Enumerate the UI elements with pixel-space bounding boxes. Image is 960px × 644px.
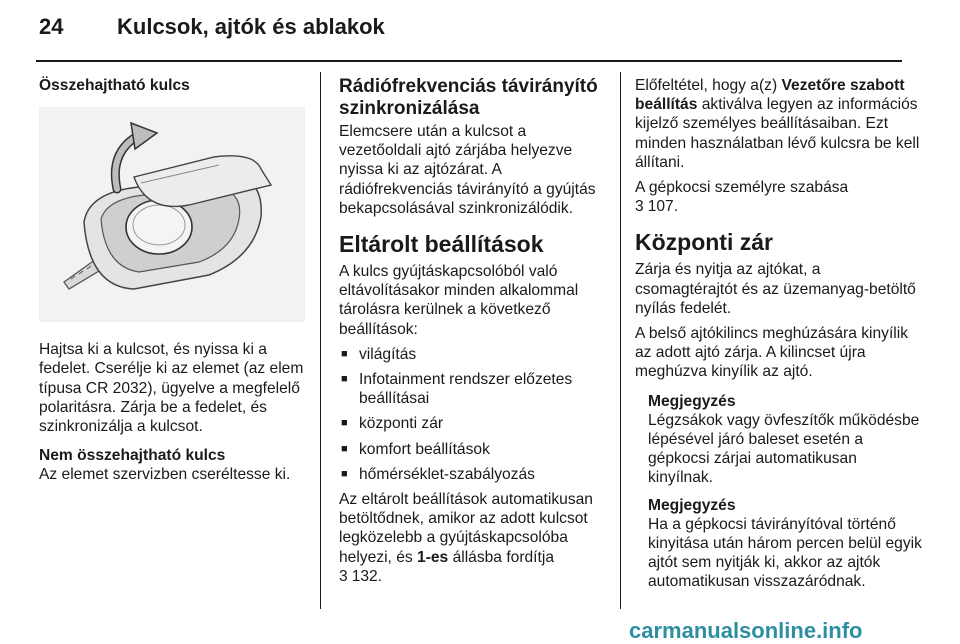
note-airbag — [648, 392, 925, 488]
bullet-icon: ■ — [341, 467, 348, 480]
section-title-non-folding-key: Nem összehajtható kulcs — [39, 447, 226, 465]
heading-rf-sync: Rádiófrekvenciás távirányító szinkronizálása — [339, 76, 598, 119]
list-item: ■ világítás — [341, 345, 417, 363]
chapter-title: Kulcsok, ajtók és ablakok — [117, 14, 385, 39]
prerequisite-text: Előfeltétel, hogy a(z) Vezetőre szabott beállítás aktiválva legyen az információs kijelző személyes beállításaiban. Ezt minden használatban lévő kulcsra be kell állítani. — [635, 77, 920, 171]
note-auto-relock — [648, 496, 925, 592]
heading-stored-settings: Eltárolt beállítások — [339, 231, 544, 258]
stored-settings-list — [339, 345, 611, 484]
bullet-icon: ■ — [341, 373, 348, 386]
bullet-icon: ■ — [341, 417, 348, 430]
door-handle-text: A belső ajtókilincs meghúzására kinyílik az adott ajtó zárja. A kilincset újra meghúzva kinyílik az ajtó. — [635, 325, 909, 381]
heading-central-locking: Központi zár — [635, 229, 773, 256]
folding-key-instructions: Hajtsa ki a kulcsot, és nyissa ki a fedelet. Cserélje ki az elemet (az elem típusa CR 2032), ügyelve a megfelelő polaritásra. Zárja be a fedelet, és szinkronizálja a kulcsot. — [39, 341, 304, 436]
section-title-folding-key: Összehajtható kulcs — [39, 77, 190, 94]
page-reference[interactable]: 3 132. — [339, 567, 383, 585]
folding-key-battery-icon — [39, 107, 305, 322]
rf-sync-text: Elemcsere után a kulcsot a vezetőoldali ajtó zárjába helyezve nyissa ki az ajtózárat. A rádiófrekvenciás távirányító a gyújtás bekapcsolásával szinkronizálódik. — [339, 123, 596, 217]
note-title: Megjegyzés — [648, 496, 736, 514]
reference-arrow-icon: 3 — [635, 198, 644, 216]
list-item: ■ Infotainment rendszer előzetes beállításai — [341, 371, 573, 408]
column-2 — [339, 76, 611, 586]
list-item: ■ komfort beállítások — [341, 440, 490, 458]
note-text: Ha a gépkocsi távirányítóval történő kinyitása után három percen belül egyik ajtót sem nyitják ki, akkor az ajtók automatikusan visszazáródnak. — [648, 515, 922, 591]
page-number: 24 — [39, 14, 64, 39]
column-divider-1 — [320, 72, 321, 609]
list-item: ■ hőmérséklet-szabályozás — [341, 465, 535, 483]
bullet-icon: ■ — [341, 442, 348, 455]
column-1 — [39, 76, 307, 485]
list-item: ■ központi zár — [341, 415, 444, 433]
central-locking-text: Zárja és nyitja az ajtókat, a csomagtérajtót és az üzemanyag-betöltő nyílás fedelét. — [635, 261, 916, 317]
stored-settings-intro: A kulcs gyújtáskapcsolóból való eltávolításakor minden alkalommal tárolásra kerülnek a következő beállítások: — [339, 263, 579, 338]
watermark: carmanualsonline.info — [629, 618, 863, 643]
non-folding-key-instructions: Az elemet szervizben cseréltesse ki. — [39, 466, 291, 484]
page-reference[interactable]: 3 107. — [635, 198, 679, 216]
column-divider-2 — [620, 72, 621, 609]
note-text: Légzsákok vagy övfeszítők működésbe lépésével járó baleset esetén a gépkocsi zárjai automatikusan kinyílnak. — [648, 411, 920, 487]
auto-load-text: Az eltárolt beállítások automatikusan betöltődnek, amikor az adott kulcsot legközelebb a gyújtáskapcsolóba helyezi, és 1-es állásba fordítja — [339, 491, 593, 566]
personalization-link-text: A gépkocsi személyre szabása — [635, 179, 849, 197]
note-title: Megjegyzés — [648, 392, 736, 410]
header-rule — [36, 60, 902, 62]
bullet-icon: ■ — [341, 347, 348, 360]
column-3 — [635, 76, 925, 592]
page-header — [0, 0, 960, 70]
reference-arrow-icon: 3 — [339, 567, 348, 585]
